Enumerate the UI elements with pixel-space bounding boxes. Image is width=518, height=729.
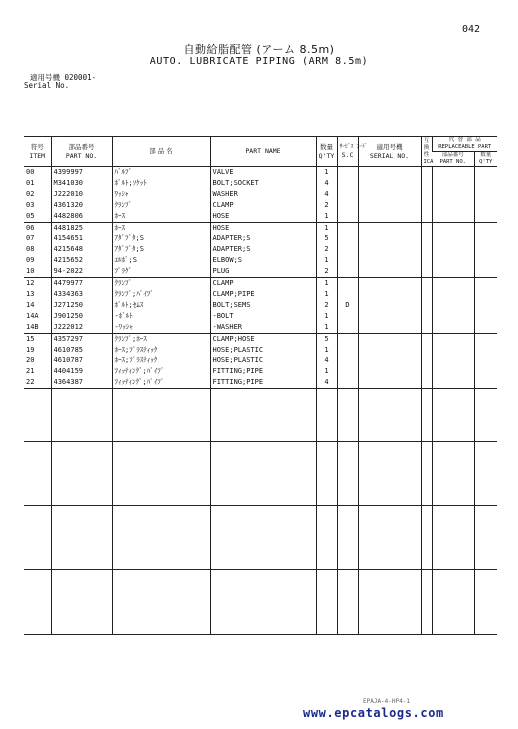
- row-qty: 1: [316, 345, 337, 356]
- row-item: 15: [24, 333, 51, 344]
- row-serial-no: [358, 322, 421, 333]
- row-qty: 1: [316, 278, 337, 289]
- row-serial-no: [358, 289, 421, 300]
- row-name-jp: ｸﾗﾝﾌﾟ;ﾊﾟｲﾌﾟ: [112, 289, 210, 300]
- row-repl-part: [432, 255, 474, 266]
- empty-cell: [421, 506, 432, 570]
- empty-cell: [51, 389, 112, 442]
- row-serial-no: [358, 222, 421, 233]
- row-qty: 1: [316, 311, 337, 322]
- row-repl-qty: [474, 178, 497, 189]
- row-repl-part: [432, 366, 474, 377]
- table-row: [24, 322, 497, 333]
- row-serial-no: [358, 255, 421, 266]
- row-item: 14A: [26, 311, 39, 320]
- row-repl-part: [432, 189, 474, 200]
- empty-row-block: [24, 442, 497, 506]
- row-name-jp: ｱﾀﾞﾌﾟﾀ;S: [112, 244, 210, 255]
- row-item: 10: [26, 267, 35, 276]
- row-repl-qty: [474, 345, 497, 356]
- row-ica: [421, 278, 432, 289]
- empty-cell: [358, 442, 421, 506]
- row-name-en: CLAMP;HOSE: [210, 333, 316, 344]
- row-qty: 4: [316, 355, 337, 366]
- row-repl-qty: [474, 278, 497, 289]
- empty-cell: [432, 389, 474, 442]
- row-part-no: 4482806: [51, 211, 112, 222]
- row-ica: [421, 345, 432, 356]
- empty-cell: [337, 570, 358, 635]
- table-row: [24, 311, 497, 322]
- row-ica: [421, 333, 432, 344]
- row-ica: [421, 233, 432, 244]
- row-qty: 1: [316, 222, 337, 233]
- row-repl-qty: [474, 255, 497, 266]
- row-ica: [421, 178, 432, 189]
- row-ica: [421, 167, 432, 178]
- row-name-jp: ｴﾙﾎﾞ;S: [112, 255, 210, 266]
- row-part-no: 4361320: [51, 200, 112, 211]
- row-repl-qty: [474, 322, 497, 333]
- row-item: 07: [26, 234, 35, 243]
- row-ica: [421, 311, 432, 322]
- row-service-code: [337, 322, 358, 333]
- table-row: [24, 345, 497, 356]
- empty-cell: [432, 442, 474, 506]
- row-service-code: [337, 222, 358, 233]
- empty-cell: [358, 389, 421, 442]
- table-row: [24, 266, 497, 277]
- empty-cell: [24, 442, 51, 506]
- row-repl-part: [432, 377, 474, 388]
- row-name-jp: ﾊﾞﾙﾌﾞ: [112, 167, 210, 178]
- row-service-code: [337, 178, 358, 189]
- parts-table: [24, 136, 497, 635]
- empty-cell: [421, 442, 432, 506]
- row-ica: [421, 366, 432, 377]
- empty-cell: [210, 389, 316, 442]
- row-repl-qty: [474, 366, 497, 377]
- table-row: [24, 244, 497, 255]
- row-service-code: [337, 289, 358, 300]
- row-serial-no: [358, 345, 421, 356]
- row-ica: [421, 300, 432, 311]
- row-item: 02: [26, 189, 35, 198]
- serial-label-english: Serial No.: [24, 81, 70, 90]
- row-repl-part: [432, 167, 474, 178]
- header-name-jp: 部 品 名: [112, 137, 210, 167]
- row-name-en: WASHER: [210, 189, 316, 200]
- row-qty: 4: [316, 178, 337, 189]
- header-replaceable: 代 替 部 品 REPLACEABLE PART: [432, 137, 497, 152]
- row-name-jp: ﾎｰｽ: [112, 211, 210, 222]
- row-serial-no: [358, 366, 421, 377]
- row-serial-no: [358, 200, 421, 211]
- row-name-en: FITTING;PIPE: [210, 377, 316, 388]
- empty-cell: [316, 389, 337, 442]
- row-name-jp: ﾎｰｽ;ﾌﾟﾗｽﾃｨｯｸ: [112, 345, 210, 356]
- row-item: 21: [26, 367, 35, 376]
- header-repl-qty: 数量 Q'TY: [474, 152, 497, 167]
- row-name-en: ADAPTER;S: [210, 244, 316, 255]
- empty-cell: [337, 389, 358, 442]
- table-row: [24, 300, 497, 311]
- row-part-no: J271250: [51, 300, 112, 311]
- row-serial-no: [358, 178, 421, 189]
- row-repl-qty: [474, 377, 497, 388]
- row-repl-part: [432, 211, 474, 222]
- page-title-english: AUTO. LUBRICATE PIPING (ARM 8.5m): [149, 56, 369, 67]
- row-serial-no: [358, 355, 421, 366]
- row-repl-part: [432, 244, 474, 255]
- table-row: [24, 333, 497, 344]
- row-qty: 5: [316, 233, 337, 244]
- empty-row-block: [24, 506, 497, 570]
- row-qty: 2: [316, 200, 337, 211]
- row-part-no: 4479977: [51, 278, 112, 289]
- row-ica: [421, 189, 432, 200]
- row-serial-no: [358, 167, 421, 178]
- header-part-no: 部品番号 PART NO.: [51, 137, 112, 167]
- empty-cell: [474, 570, 497, 635]
- row-repl-qty: [474, 222, 497, 233]
- empty-cell: [112, 389, 210, 442]
- empty-cell: [112, 442, 210, 506]
- row-part-no: 4364387: [51, 377, 112, 388]
- row-qty: 1: [316, 167, 337, 178]
- table-row: [24, 366, 497, 377]
- row-qty: 4: [316, 189, 337, 200]
- row-service-code: [337, 355, 358, 366]
- row-service-code: [337, 345, 358, 356]
- empty-cell: [112, 506, 210, 570]
- row-part-no: 4334363: [51, 289, 112, 300]
- table-row: [24, 200, 497, 211]
- row-repl-part: [432, 178, 474, 189]
- row-service-code: [337, 200, 358, 211]
- row-name-en: ADAPTER;S: [210, 233, 316, 244]
- row-part-no: J901250: [51, 311, 112, 322]
- row-repl-part: [432, 322, 474, 333]
- empty-cell: [358, 570, 421, 635]
- row-repl-qty: [474, 233, 497, 244]
- row-repl-qty: [474, 300, 497, 311]
- row-item: 22: [26, 378, 35, 387]
- row-item: 20: [26, 356, 35, 365]
- row-service-code: [337, 233, 358, 244]
- empty-cell: [112, 570, 210, 635]
- table-row: [24, 289, 497, 300]
- row-part-no: 4215652: [51, 255, 112, 266]
- row-serial-no: [358, 333, 421, 344]
- row-name-en: BOLT;SOCKET: [210, 178, 316, 189]
- empty-cell: [432, 570, 474, 635]
- empty-cell: [210, 570, 316, 635]
- empty-cell: [24, 570, 51, 635]
- table-row: [24, 278, 497, 289]
- row-qty: 4: [316, 377, 337, 388]
- row-serial-no: [358, 300, 421, 311]
- row-qty: 2: [316, 300, 337, 311]
- serial-label-jp-text: 適用号機: [30, 73, 60, 82]
- row-item: 03: [26, 200, 35, 209]
- table-row: [24, 178, 497, 189]
- table-row: [24, 167, 497, 178]
- row-name-jp: ﾌﾟﾗｸﾞ: [112, 266, 210, 277]
- empty-cell: [474, 389, 497, 442]
- empty-cell: [316, 570, 337, 635]
- empty-cell: [337, 442, 358, 506]
- header-qty: 数量 Q'TY: [316, 137, 337, 167]
- row-name-en: FITTING;PIPE: [210, 366, 316, 377]
- table-row: [24, 355, 497, 366]
- page-title-japanese: 自動給脂配管 (アーム 8.5m): [183, 43, 335, 56]
- empty-cell: [210, 506, 316, 570]
- row-repl-qty: [474, 311, 497, 322]
- row-repl-part: [432, 233, 474, 244]
- row-item: 01: [26, 178, 35, 187]
- row-repl-part: [432, 355, 474, 366]
- watermark-url[interactable]: www.epcatalogs.com: [303, 706, 444, 720]
- row-part-no: 4154651: [51, 233, 112, 244]
- row-name-en: BOLT;SEMS: [210, 300, 316, 311]
- row-name-en: HOSE: [210, 211, 316, 222]
- row-part-no: 4399997: [51, 167, 112, 178]
- row-part-no: 4404159: [51, 366, 112, 377]
- row-repl-qty: [474, 266, 497, 277]
- empty-cell: [24, 389, 51, 442]
- row-ica: [421, 222, 432, 233]
- row-name-jp: -ﾎﾞﾙﾄ: [112, 311, 210, 322]
- row-name-jp: ﾎﾞﾙﾄ;ｾﾑｽ: [112, 300, 210, 311]
- row-ica: [421, 289, 432, 300]
- row-item: 08: [26, 245, 35, 254]
- empty-cell: [316, 442, 337, 506]
- row-name-jp: ﾎｰｽ: [112, 222, 210, 233]
- serial-value: 020001-: [64, 73, 97, 82]
- empty-row-block: [24, 389, 497, 442]
- header-item: 符号 ITEM: [24, 137, 51, 167]
- row-item: 19: [26, 345, 35, 354]
- empty-cell: [316, 506, 337, 570]
- header-name-en: PART NAME: [210, 137, 316, 167]
- row-part-no: 4610787: [51, 355, 112, 366]
- row-serial-no: [358, 377, 421, 388]
- header-serial-no: 適用号機 SERIAL NO.: [358, 137, 421, 167]
- row-part-no: M341030: [51, 178, 112, 189]
- row-part-no: 4357297: [51, 333, 112, 344]
- table-row: [24, 233, 497, 244]
- row-item: 06: [24, 222, 51, 233]
- table-row: [24, 255, 497, 266]
- row-service-code: [337, 366, 358, 377]
- row-item: 09: [26, 256, 35, 265]
- row-ica: [421, 244, 432, 255]
- empty-cell: [474, 442, 497, 506]
- footer-code: EPAJA-4-HP4-1: [363, 698, 410, 705]
- row-name-en: HOSE;PLASTIC: [210, 345, 316, 356]
- row-name-en: ELBOW;S: [210, 255, 316, 266]
- row-part-no: 4481825: [51, 222, 112, 233]
- row-repl-qty: [474, 200, 497, 211]
- row-name-en: CLAMP: [210, 200, 316, 211]
- header-repl-part: 部品番号 PART NO.: [432, 152, 474, 167]
- row-qty: 5: [316, 333, 337, 344]
- empty-cell: [421, 389, 432, 442]
- row-item: 05: [26, 211, 35, 220]
- row-name-jp: ｸﾗﾝﾌﾟ: [112, 200, 210, 211]
- row-part-no: J222010: [51, 189, 112, 200]
- row-part-no: 4215648: [51, 244, 112, 255]
- row-name-jp: ｱﾀﾞﾌﾟﾀ;S: [112, 233, 210, 244]
- empty-cell: [337, 506, 358, 570]
- row-repl-qty: [474, 189, 497, 200]
- row-repl-part: [432, 333, 474, 344]
- row-service-code: [337, 333, 358, 344]
- row-ica: [421, 355, 432, 366]
- row-serial-no: [358, 244, 421, 255]
- row-name-jp: -ﾜｯｼｬ: [112, 322, 210, 333]
- row-ica: [421, 255, 432, 266]
- row-service-code: [337, 266, 358, 277]
- empty-cell: [24, 506, 51, 570]
- row-name-en: -BOLT: [210, 311, 316, 322]
- row-service-code: [337, 278, 358, 289]
- row-repl-qty: [474, 244, 497, 255]
- row-serial-no: [358, 278, 421, 289]
- empty-row-block: [24, 570, 497, 635]
- row-repl-qty: [474, 289, 497, 300]
- table-row: [24, 211, 497, 222]
- page-number: 042: [462, 24, 481, 35]
- row-service-code: [337, 244, 358, 255]
- row-service-code: [337, 311, 358, 322]
- row-repl-part: [432, 222, 474, 233]
- row-repl-qty: [474, 211, 497, 222]
- table-row: [24, 189, 497, 200]
- row-qty: 1: [316, 289, 337, 300]
- row-ica: [421, 322, 432, 333]
- row-item: 14B: [26, 322, 39, 331]
- row-name-en: HOSE: [210, 222, 316, 233]
- row-name-jp: ﾎﾞﾙﾄ;ｿｹｯﾄ: [112, 178, 210, 189]
- row-name-jp: ﾌｨｯﾃｨﾝｸﾞ;ﾊﾟｲﾌﾟ: [112, 377, 210, 388]
- row-repl-qty: [474, 333, 497, 344]
- row-repl-part: [432, 289, 474, 300]
- table-row: [24, 222, 497, 233]
- row-repl-qty: [474, 355, 497, 366]
- empty-cell: [210, 442, 316, 506]
- row-name-en: VALVE: [210, 167, 316, 178]
- row-qty: 2: [316, 244, 337, 255]
- row-serial-no: [358, 311, 421, 322]
- row-serial-no: [358, 211, 421, 222]
- row-ica: [421, 211, 432, 222]
- row-item: 00: [26, 168, 35, 176]
- row-service-code: [337, 189, 358, 200]
- row-name-en: CLAMP;PIPE: [210, 289, 316, 300]
- row-repl-part: [432, 311, 474, 322]
- row-name-en: -WASHER: [210, 322, 316, 333]
- table-row: [24, 377, 497, 388]
- empty-cell: [474, 506, 497, 570]
- header-service-code: ｻｰﾋﾞｽ ｺｰﾄﾞ S.C: [337, 137, 358, 167]
- empty-cell: [51, 506, 112, 570]
- row-serial-no: [358, 266, 421, 277]
- header-ica: 互換性 ICA: [421, 137, 432, 167]
- row-item: 13: [26, 289, 35, 298]
- row-part-no: 4610785: [51, 345, 112, 356]
- empty-cell: [51, 442, 112, 506]
- row-repl-part: [432, 300, 474, 311]
- empty-cell: [432, 506, 474, 570]
- row-ica: [421, 377, 432, 388]
- row-name-jp: ﾜｯｼｬ: [112, 189, 210, 200]
- row-name-en: PLUG: [210, 266, 316, 277]
- row-qty: 1: [316, 255, 337, 266]
- row-service-code: [337, 167, 358, 178]
- row-repl-qty: [474, 167, 497, 178]
- row-service-code: [337, 377, 358, 388]
- row-qty: 1: [316, 322, 337, 333]
- row-ica: [421, 200, 432, 211]
- row-name-jp: ﾎｰｽ;ﾌﾟﾗｽﾃｨｯｸ: [112, 355, 210, 366]
- empty-cell: [51, 570, 112, 635]
- row-part-no: 94-2022: [51, 266, 112, 277]
- row-service-code: D: [337, 300, 358, 311]
- row-service-code: [337, 211, 358, 222]
- row-serial-no: [358, 233, 421, 244]
- row-repl-part: [432, 345, 474, 356]
- row-qty: 1: [316, 211, 337, 222]
- row-part-no: J222012: [51, 322, 112, 333]
- row-item: 14: [26, 300, 35, 309]
- row-name-en: HOSE;PLASTIC: [210, 355, 316, 366]
- row-repl-part: [432, 278, 474, 289]
- row-name-jp: ｸﾗﾝﾌﾟ: [112, 278, 210, 289]
- row-name-jp: ｸﾗﾝﾌﾟ;ﾎｰｽ: [112, 333, 210, 344]
- row-qty: 2: [316, 266, 337, 277]
- row-service-code: [337, 255, 358, 266]
- row-ica: [421, 266, 432, 277]
- row-repl-part: [432, 200, 474, 211]
- row-repl-part: [432, 266, 474, 277]
- row-item: 12: [24, 278, 51, 289]
- row-qty: 1: [316, 366, 337, 377]
- row-serial-no: [358, 189, 421, 200]
- empty-cell: [358, 506, 421, 570]
- empty-cell: [421, 570, 432, 635]
- row-name-jp: ﾌｨｯﾃｨﾝｸﾞ;ﾊﾟｲﾌﾟ: [112, 366, 210, 377]
- row-name-en: CLAMP: [210, 278, 316, 289]
